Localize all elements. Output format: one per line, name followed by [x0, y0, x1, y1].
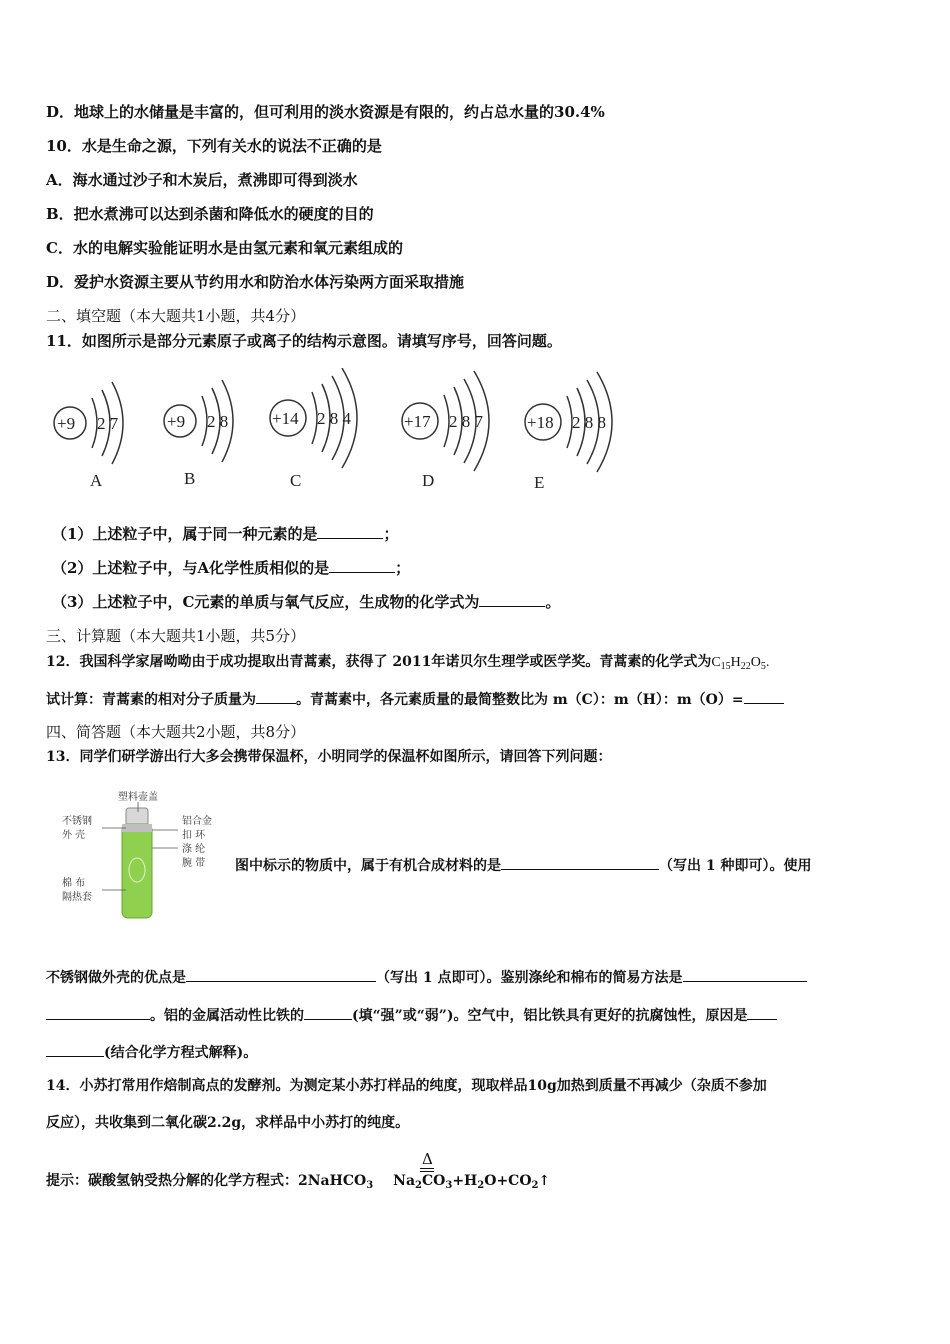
atom-e-label: E — [534, 473, 545, 492]
artemisinin-formula — [711, 655, 769, 670]
q11-part3-text: （3）上述粒子中，C元素的单质与氧气反应，生成物的化学式为 — [52, 593, 480, 611]
product-na-sub: 2 — [415, 1180, 422, 1191]
q9-option-d: D．地球上的水储量是丰富的，但可利用的淡水资源是有限的，约占总水量的30.4% — [46, 103, 605, 121]
q13-c-blank[interactable] — [304, 1005, 352, 1020]
atom-b-shells: 2 8 — [207, 412, 229, 431]
label-shell-2: 外 壳 — [62, 830, 86, 841]
q10-option-c: C．水的电解实验能证明水是由氢元素和氧元素组成的 — [46, 239, 403, 257]
q13-b-text2: （写出 1 点即可）。鉴别涤纶和棉布的简易方法是 — [376, 970, 683, 986]
q11-part1 — [52, 524, 398, 544]
q11-part3-blank[interactable] — [479, 592, 545, 607]
q10-option-b: B．把水煮沸可以达到杀菌和降低水的硬度的目的 — [46, 205, 374, 223]
atom-c-nucleus: +14 — [272, 409, 299, 428]
product-o-co: O+CO — [484, 1173, 532, 1189]
section-2-heading: 二、填空题（本大题共1小题，共4分） — [46, 307, 306, 325]
q13-b-blank[interactable] — [186, 967, 376, 982]
cup-body — [122, 824, 152, 918]
q14-stem-1: 14．小苏打常用作焙制高点的发酵剂。为测定某小苏打样品的纯度，现取样品10g加热到质量不再减少（杂质不参加 — [46, 1078, 767, 1094]
q11-part2 — [52, 558, 410, 578]
formula-c: C — [711, 655, 721, 670]
label-shell-1: 不锈钢 — [62, 816, 92, 827]
q14-stem-2: 反应），共收集到二氧化碳2.2g，求样品中小苏打的纯度。 — [46, 1115, 410, 1131]
q13-a-blank[interactable] — [501, 855, 659, 870]
product-h: +H — [452, 1173, 478, 1189]
product-co: CO — [422, 1173, 446, 1189]
section-4-heading: 四、简答题（本大题共2小题，共8分） — [46, 723, 306, 741]
q11-part3 — [52, 592, 560, 612]
q12-stem — [46, 652, 769, 673]
q11-part2-blank[interactable] — [329, 558, 395, 573]
q13-d-blank[interactable] — [46, 1042, 104, 1057]
q13-d-text: (结合化学方程式解释)。 — [104, 1045, 258, 1061]
formula-o: O — [750, 655, 761, 670]
product-co2-sub: 2 — [531, 1180, 539, 1191]
q13-stem: 13．同学们研学游出行大多会携带保温杯，小明同学的保温杯如图所示，请回答下列问题： — [46, 749, 612, 765]
label-strap-1: 涤 纶 — [182, 844, 206, 855]
q12-calc-text: 试计算：青蒿素的相对分子质量为 — [46, 692, 256, 708]
product-co-sub: 3 — [445, 1180, 453, 1191]
q10-option-a: A．海水通过沙子和木炭后，煮沸即可得到淡水 — [46, 171, 358, 189]
label-clasp-1: 铝合金 — [182, 816, 212, 827]
q13-c-blank0[interactable] — [46, 1005, 150, 1020]
cup-lid — [126, 808, 148, 826]
atom-a-label: A — [90, 471, 103, 490]
q11-part1-text: （1）上述粒子中，属于同一种元素的是 — [52, 525, 318, 543]
formula-end: . — [765, 655, 770, 670]
q12-calc — [46, 689, 784, 710]
q13-c-blank2[interactable] — [747, 1005, 777, 1020]
label-sleeve-2: 隔热套 — [62, 892, 92, 903]
q13-part-d — [46, 1042, 257, 1063]
label-lid: 塑料壶盖 — [118, 792, 158, 803]
formula-c-sub: 15 — [720, 661, 731, 672]
q13-c-text2: (填“强”或“弱”)。空气中，铝比铁具有更好的抗腐蚀性，原因是 — [352, 1008, 748, 1024]
atom-d-label: D — [422, 471, 435, 490]
product-h-sub: 2 — [477, 1180, 485, 1191]
q13-c-text: 。铝的金属活动性比铁的 — [150, 1008, 304, 1024]
q13-b-text: 不锈钢做外壳的优点是 — [46, 970, 186, 986]
q11-stem: 11．如图所示是部分元素原子或离子的结构示意图。请填写序号，回答问题。 — [46, 332, 562, 350]
product-na: Na — [393, 1173, 416, 1189]
q13-part-b — [46, 967, 807, 988]
atom-a-nucleus: +9 — [57, 414, 76, 433]
label-clasp-2: 扣 环 — [182, 830, 206, 841]
gas-arrow: ↑ — [538, 1173, 551, 1189]
atom-d-nucleus: +17 — [404, 412, 431, 431]
label-sleeve-1: 棉 布 — [62, 878, 86, 889]
atom-e-nucleus: +18 — [527, 413, 554, 432]
atom-structure-diagrams — [40, 368, 640, 498]
thermos-cup-figure — [60, 790, 230, 920]
atom-b-nucleus: +9 — [167, 412, 186, 431]
reactant-sub: 3 — [366, 1180, 374, 1191]
q11-part1-end: ； — [383, 525, 399, 543]
heat-symbol: Δ — [422, 1150, 433, 1168]
equation-hint: 提示：碳酸氢钠受热分解的化学方程式：2NaHCO — [46, 1173, 367, 1189]
q12-ratio-text: 。青蒿素中，各元素质量的最简整数比为 m（C）：m（H）：m（O）= — [296, 692, 744, 708]
q11-part1-blank[interactable] — [317, 524, 383, 539]
q12-ratio-blank[interactable] — [744, 689, 784, 704]
atom-d-shells: 2 8 7 — [449, 412, 483, 431]
cup-clasp — [122, 824, 152, 832]
atom-c-shells: 2 8 4 — [317, 409, 351, 428]
atom-a-shells: 2 7 — [97, 414, 119, 433]
condition-line-1 — [420, 1168, 434, 1169]
section-3-heading: 三、计算题（本大题共1小题，共5分） — [46, 627, 306, 645]
atom-c-label: C — [290, 471, 302, 490]
q13-b-blank2[interactable] — [683, 967, 807, 982]
q12-mass-blank[interactable] — [256, 689, 296, 704]
formula-o-sub: 5 — [760, 661, 766, 672]
q11-part3-end: 。 — [545, 593, 561, 611]
q10-stem: 10．水是生命之源，下列有关水的说法不正确的是 — [46, 137, 382, 155]
atom-b-label: B — [184, 469, 196, 488]
atom-e-shells: 2 8 8 — [572, 413, 606, 432]
q10-option-d: D．爱护水资源主要从节约用水和防治水体污染两方面采取措施 — [46, 273, 465, 291]
q13-a-text: 图中标示的物质中，属于有机合成材料的是 — [235, 858, 501, 874]
label-strap-2: 腕 带 — [182, 858, 206, 869]
decomposition-equation — [46, 1170, 550, 1190]
formula-h-sub: 22 — [740, 661, 751, 672]
q12-stem-text: 12．我国科学家屠呦呦由于成功提取出青蒿素，获得了 2011年诺贝尔生理学或医学奖。青蒿素的化学式为 — [46, 654, 712, 670]
formula-h: H — [730, 655, 741, 670]
q13-a-text2: （写出 1 种即可）。使用 — [659, 858, 812, 874]
q11-part2-end: ； — [395, 559, 411, 577]
q13-part-a — [235, 855, 812, 876]
q13-part-c — [46, 1005, 777, 1026]
q11-part2-text: （2）上述粒子中，与A化学性质相似的是 — [52, 559, 330, 577]
